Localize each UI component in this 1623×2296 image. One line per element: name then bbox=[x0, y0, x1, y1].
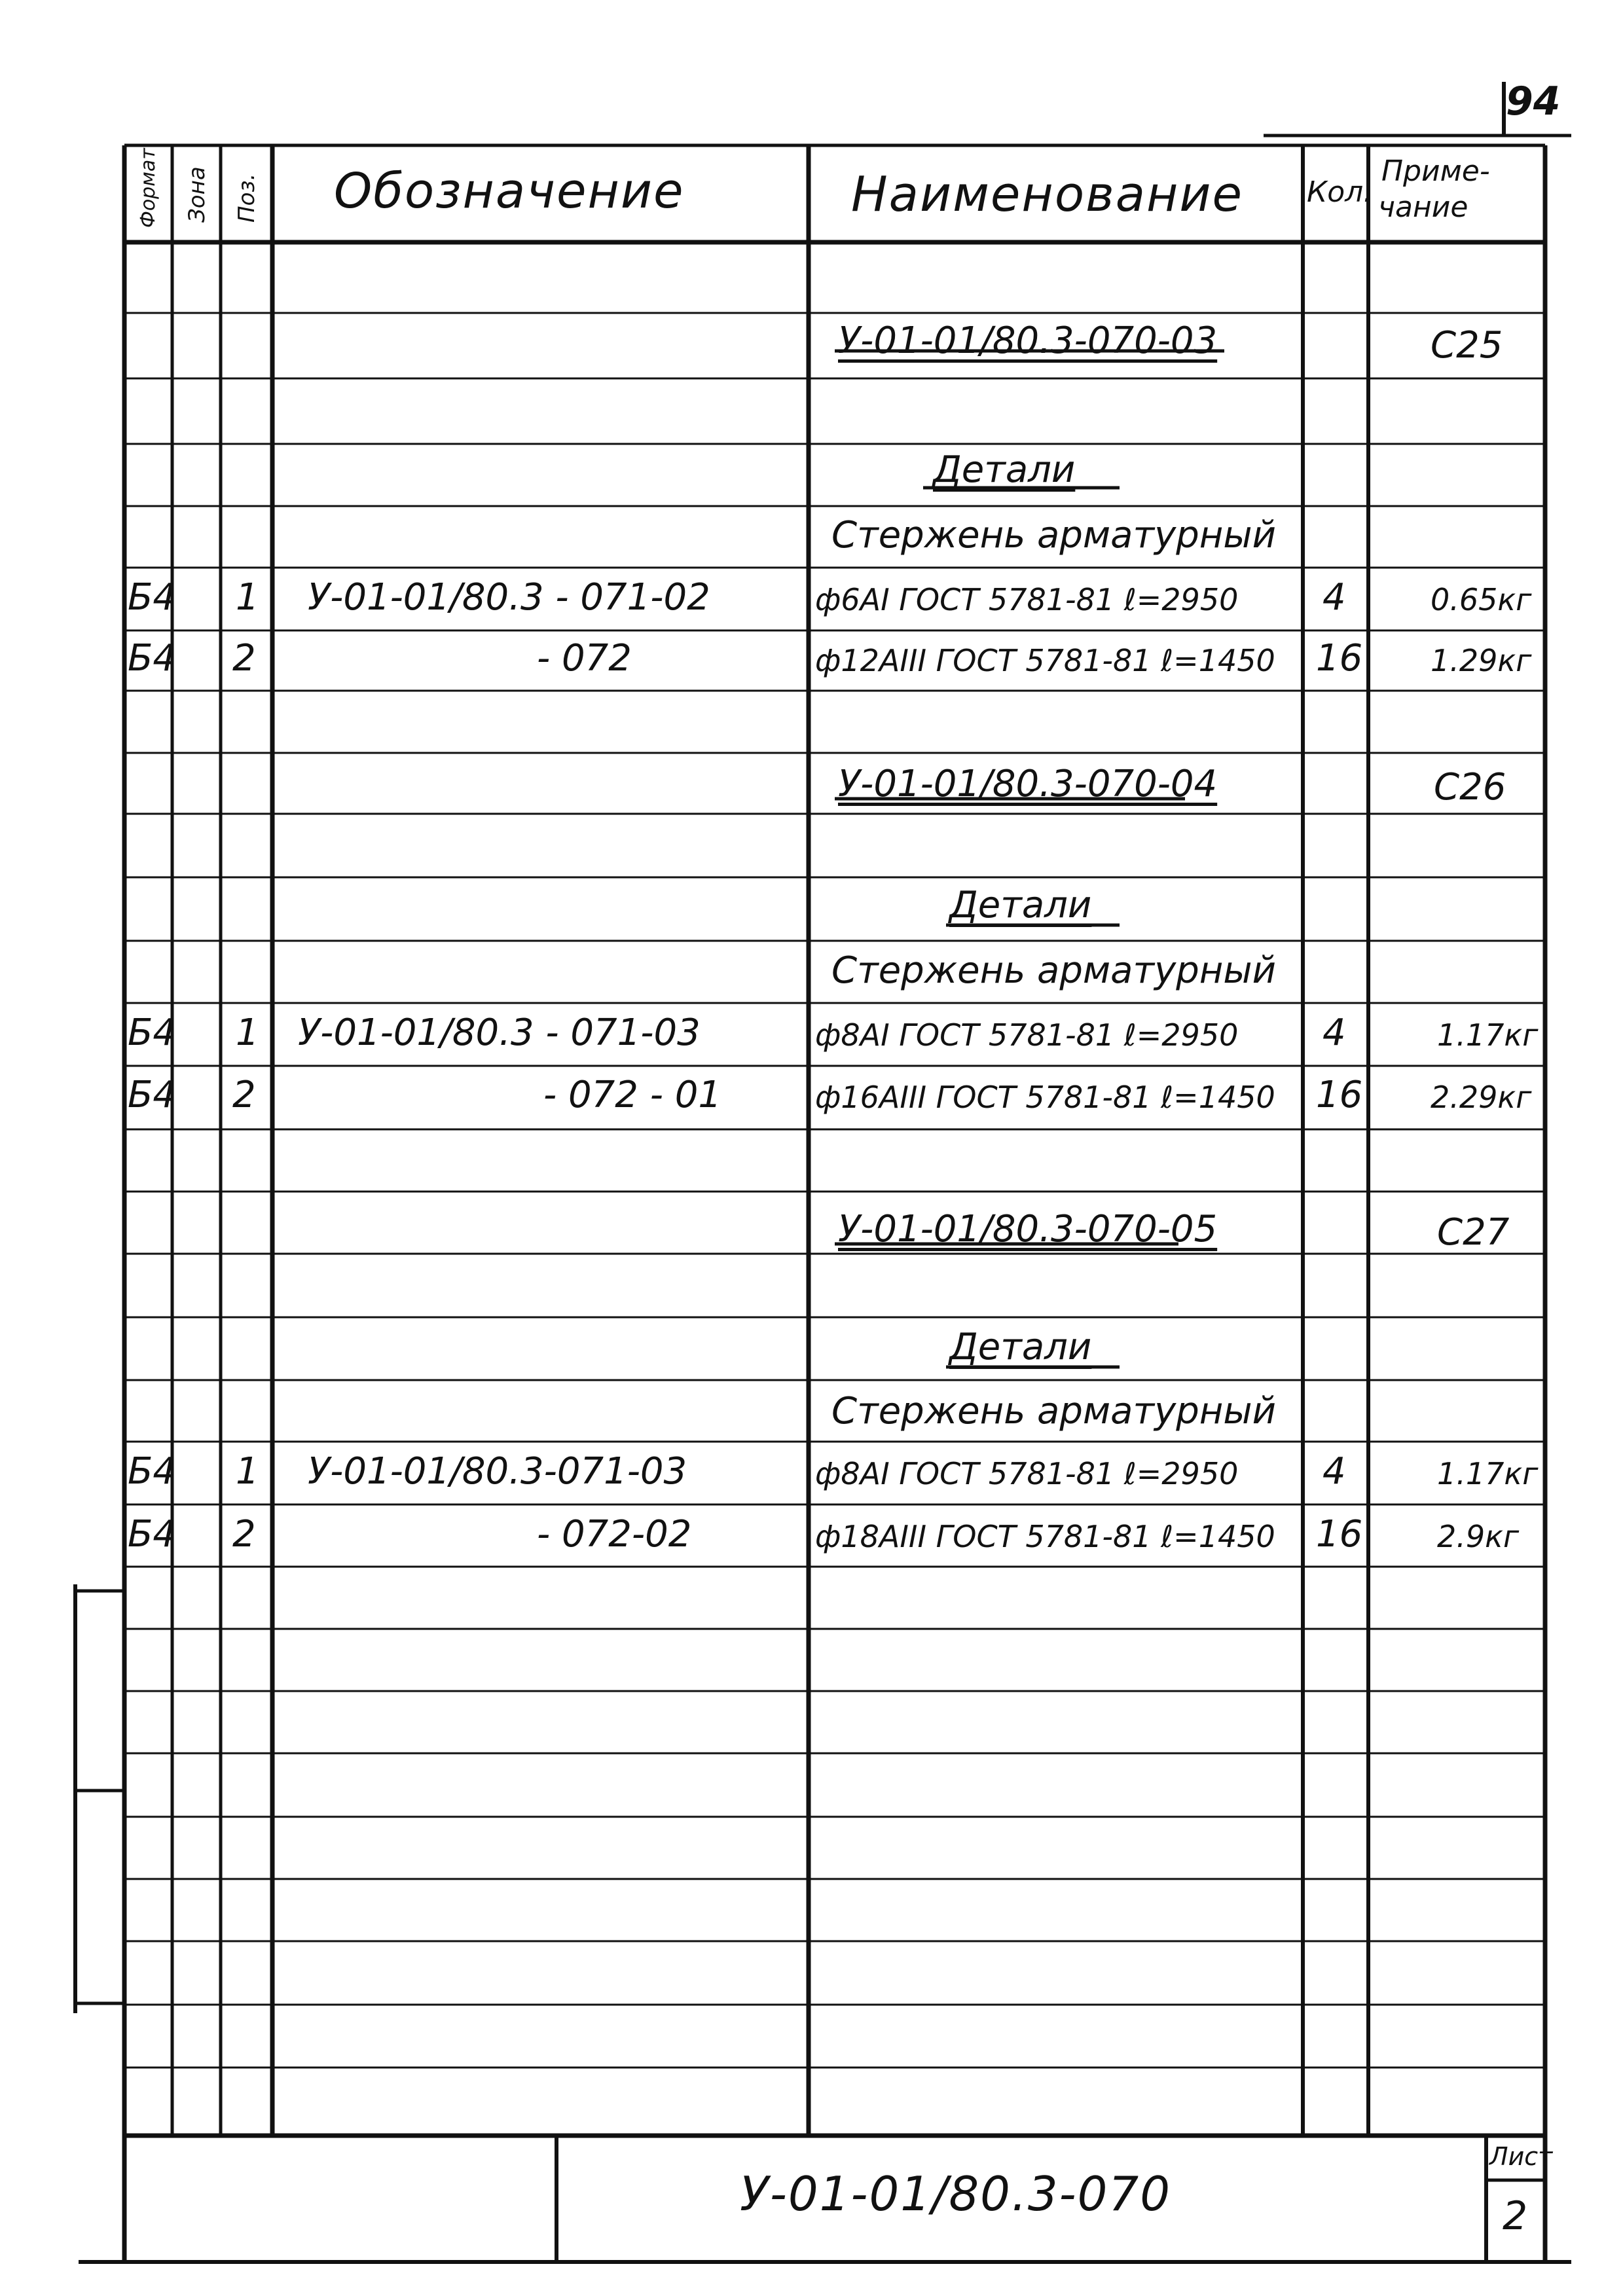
assembly-name: У-01-01/80.3-070-05 bbox=[838, 1208, 1218, 1250]
note-cell: С25 bbox=[1431, 324, 1503, 367]
designation-cell: - 072 - 01 bbox=[543, 1074, 721, 1116]
name-cell: ф8АI ГОСТ 5781-81 ℓ=2950 bbox=[815, 1456, 1239, 1491]
header-designation: Обозначение bbox=[334, 163, 685, 219]
header-name: Наименование bbox=[851, 166, 1244, 223]
qty-cell: 4 bbox=[1322, 1450, 1346, 1493]
qty-cell: 16 bbox=[1316, 1074, 1363, 1116]
assembly-name: У-01-01/80.3-070-03 bbox=[838, 319, 1218, 362]
name-cell: ф8АI ГОСТ 5781-81 ℓ=2950 bbox=[815, 1017, 1239, 1053]
section-title: Детали bbox=[949, 1326, 1092, 1368]
name-cell: ф12АIII ГОСТ 5781-81 ℓ=1450 bbox=[815, 643, 1275, 678]
qty-cell: 4 bbox=[1322, 1011, 1346, 1054]
pos-cell: 1 bbox=[236, 1011, 259, 1054]
document-code: У-01-01/80.3-070 bbox=[740, 2166, 1172, 2221]
designation-cell: У-01-01/80.3-071-03 bbox=[308, 1450, 687, 1493]
header-qty: Кол. bbox=[1307, 175, 1373, 209]
note-cell: 0.65кг bbox=[1431, 582, 1532, 617]
note-cell: С26 bbox=[1434, 766, 1506, 809]
pos-cell: 1 bbox=[236, 1450, 259, 1493]
header-format: Формат bbox=[137, 148, 160, 228]
format-cell: Б4 bbox=[128, 1011, 177, 1054]
format-cell: Б4 bbox=[128, 1074, 177, 1116]
format-cell: Б4 bbox=[128, 576, 177, 619]
name-cell: ф16АIII ГОСТ 5781-81 ℓ=1450 bbox=[815, 1080, 1275, 1115]
assembly-name: У-01-01/80.3-070-04 bbox=[838, 763, 1218, 805]
sheet-page-number: 94 bbox=[1506, 79, 1561, 124]
pos-cell: 1 bbox=[236, 576, 259, 619]
section-title: Детали bbox=[949, 884, 1092, 926]
format-cell: Б4 bbox=[128, 1513, 177, 1556]
pos-cell: 2 bbox=[232, 637, 256, 680]
note-cell: 2.9кг bbox=[1437, 1519, 1520, 1554]
name-cell: ф18АIII ГОСТ 5781-81 ℓ=1450 bbox=[815, 1519, 1275, 1554]
sheet-label: Лист bbox=[1489, 2142, 1553, 2171]
item-group-name: Стержень арматурный bbox=[831, 1390, 1276, 1432]
pos-cell: 2 bbox=[232, 1074, 256, 1116]
note-cell: 1.29кг bbox=[1431, 643, 1532, 678]
designation-cell: У-01-01/80.3 - 071-03 bbox=[298, 1011, 701, 1054]
item-group-name: Стержень арматурный bbox=[831, 949, 1276, 992]
qty-cell: 16 bbox=[1316, 637, 1363, 680]
note-cell: 1.17кг bbox=[1437, 1017, 1539, 1053]
item-group-name: Стержень арматурный bbox=[831, 514, 1276, 556]
designation-cell: - 072-02 bbox=[537, 1513, 692, 1556]
name-cell: ф6АI ГОСТ 5781-81 ℓ=2950 bbox=[815, 582, 1239, 617]
qty-cell: 4 bbox=[1322, 576, 1346, 619]
section-title: Детали bbox=[933, 448, 1076, 491]
note-cell: С27 bbox=[1437, 1211, 1510, 1254]
qty-cell: 16 bbox=[1316, 1513, 1363, 1556]
note-cell: 2.29кг bbox=[1431, 1080, 1532, 1115]
header-zone: Зона bbox=[184, 166, 210, 223]
header-note-2: чание bbox=[1378, 191, 1468, 224]
format-cell: Б4 bbox=[128, 1450, 177, 1493]
note-cell: 1.17кг bbox=[1437, 1456, 1539, 1491]
header-note-1: Приме- bbox=[1381, 155, 1490, 188]
format-cell: Б4 bbox=[128, 637, 177, 680]
sheet-number: 2 bbox=[1503, 2193, 1528, 2239]
pos-cell: 2 bbox=[232, 1513, 256, 1556]
designation-cell: У-01-01/80.3 - 071-02 bbox=[308, 576, 710, 619]
header-pos: Поз. bbox=[234, 173, 260, 223]
designation-cell: - 072 bbox=[537, 637, 632, 680]
